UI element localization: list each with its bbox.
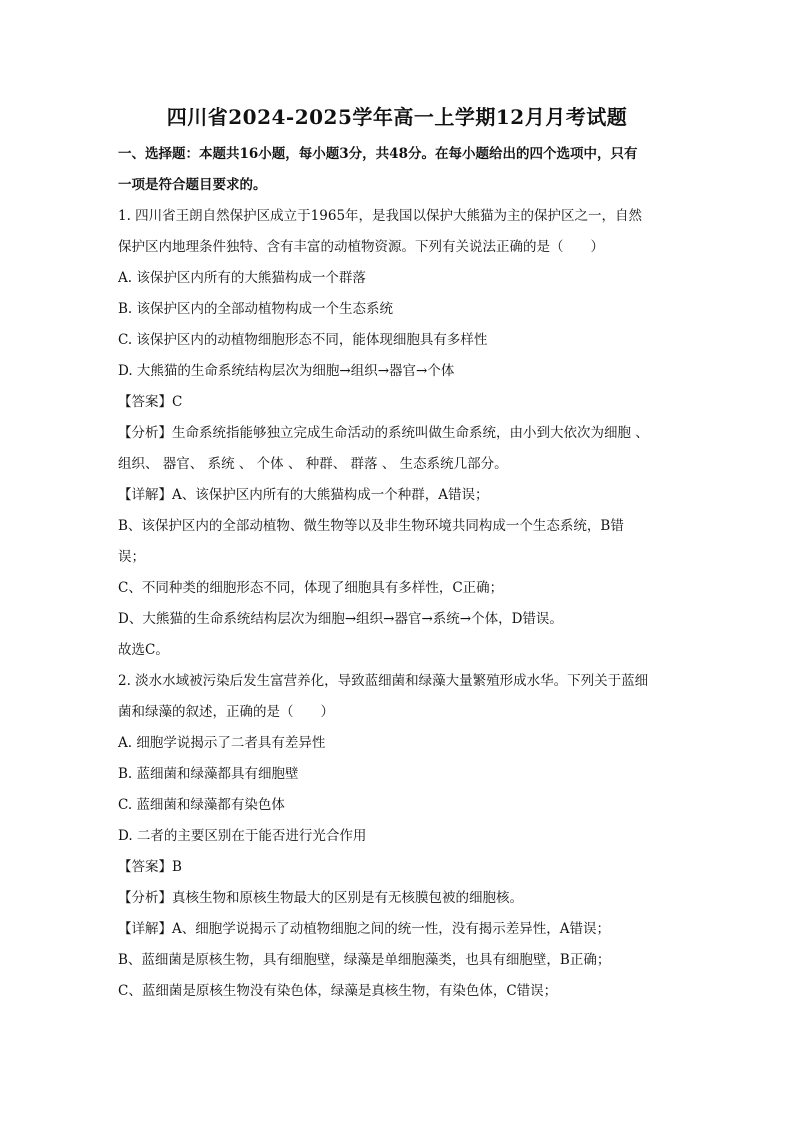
question-2-answer: 【答案】B — [118, 859, 182, 875]
question-1-conclusion: 故选C。 — [118, 642, 169, 658]
question-2 — [118, 666, 676, 1007]
question-2-stem-line-2: 菌和绿藻的叙述，正确的是（ ） — [118, 704, 334, 720]
question-1-detail-line-3: 误； — [118, 549, 145, 565]
question-1 — [118, 201, 676, 666]
question-2-stem-line-1: 2. 淡水水域被污染后发生富营养化，导致蓝细菌和绿藻大量繁殖形成水华。下列关于蓝细 — [118, 673, 649, 689]
question-2-detail-line-3: C、蓝细菌是原核生物没有染色体，绿藻是真核生物，有染色体，C错误； — [118, 983, 558, 999]
section-heading-line-2: 一项是符合题目要求的。 — [118, 177, 267, 193]
page-title: 四川省2024-2025学年高一上学期12月月考试题 — [166, 105, 628, 129]
question-1-analysis-line-1: 【分析】生命系统指能够独立完成生命活动的系统叫做生命系统，由小到大依次为细胞 、 — [118, 425, 649, 441]
question-1-option-c: C. 该保护区内的动植物细胞形态不同，能体现细胞具有多样性 — [118, 332, 488, 348]
question-2-analysis: 【分析】真核生物和原核生物最大的区别是有无核膜包被的细胞核。 — [118, 890, 523, 906]
question-1-stem-line-1: 1. 四川省王朗自然保护区成立于1965年，是我国以保护大熊猫为主的保护区之一，自然 — [118, 208, 643, 224]
question-1-option-b: B. 该保护区内的全部动植物构成一个生态系统 — [118, 301, 394, 317]
question-1-analysis-line-2: 组织、 器官、 系统 、 个体 、 种群、 群落 、 生态系统几部分。 — [118, 456, 508, 472]
question-1-detail-line-5: D、大熊猫的生命系统结构层次为细胞→组织→器官→系统→个体，D错误。 — [118, 611, 563, 627]
question-1-stem-line-2: 保护区内地理条件独特、含有丰富的动植物资源。下列有关说法正确的是（ ） — [118, 239, 604, 255]
section-heading-line-1: 一、选择题：本题共16小题，每小题3分，共48分。在每小题给出的四个选项中，只有 — [118, 146, 638, 162]
question-2-detail-line-2: B、蓝细菌是原核生物，具有细胞壁，绿藻是单细胞藻类，也具有细胞壁，B正确； — [118, 952, 611, 968]
question-1-detail-line-4: C、不同种类的细胞形态不同，体现了细胞具有多样性，C正确； — [118, 580, 504, 596]
question-2-option-b: B. 蓝细菌和绿藻都具有细胞壁 — [118, 766, 299, 782]
question-1-answer: 【答案】C — [118, 394, 183, 410]
question-1-detail-line-2: B、该保护区内的全部动植物、微生物等以及非生物环境共同构成一个生态系统，B错 — [118, 518, 624, 534]
question-2-option-d: D. 二者的主要区别在于能否进行光合作用 — [118, 828, 367, 844]
question-1-option-a: A. 该保护区内所有的大熊猫构成一个群落 — [118, 270, 366, 286]
question-2-detail-line-1: 【详解】A、细胞学说揭示了动植物细胞之间的统一性，没有揭示差异性，A错误； — [118, 921, 610, 937]
question-2-option-a: A. 细胞学说揭示了二者具有差异性 — [118, 735, 326, 751]
question-1-option-d: D. 大熊猫的生命系统结构层次为细胞→组织→器官→个体 — [118, 363, 455, 379]
question-1-detail-line-1: 【详解】A、该保护区内所有的大熊猫构成一个种群，A错误； — [118, 487, 489, 503]
question-2-option-c: C. 蓝细菌和绿藻都有染色体 — [118, 797, 285, 813]
